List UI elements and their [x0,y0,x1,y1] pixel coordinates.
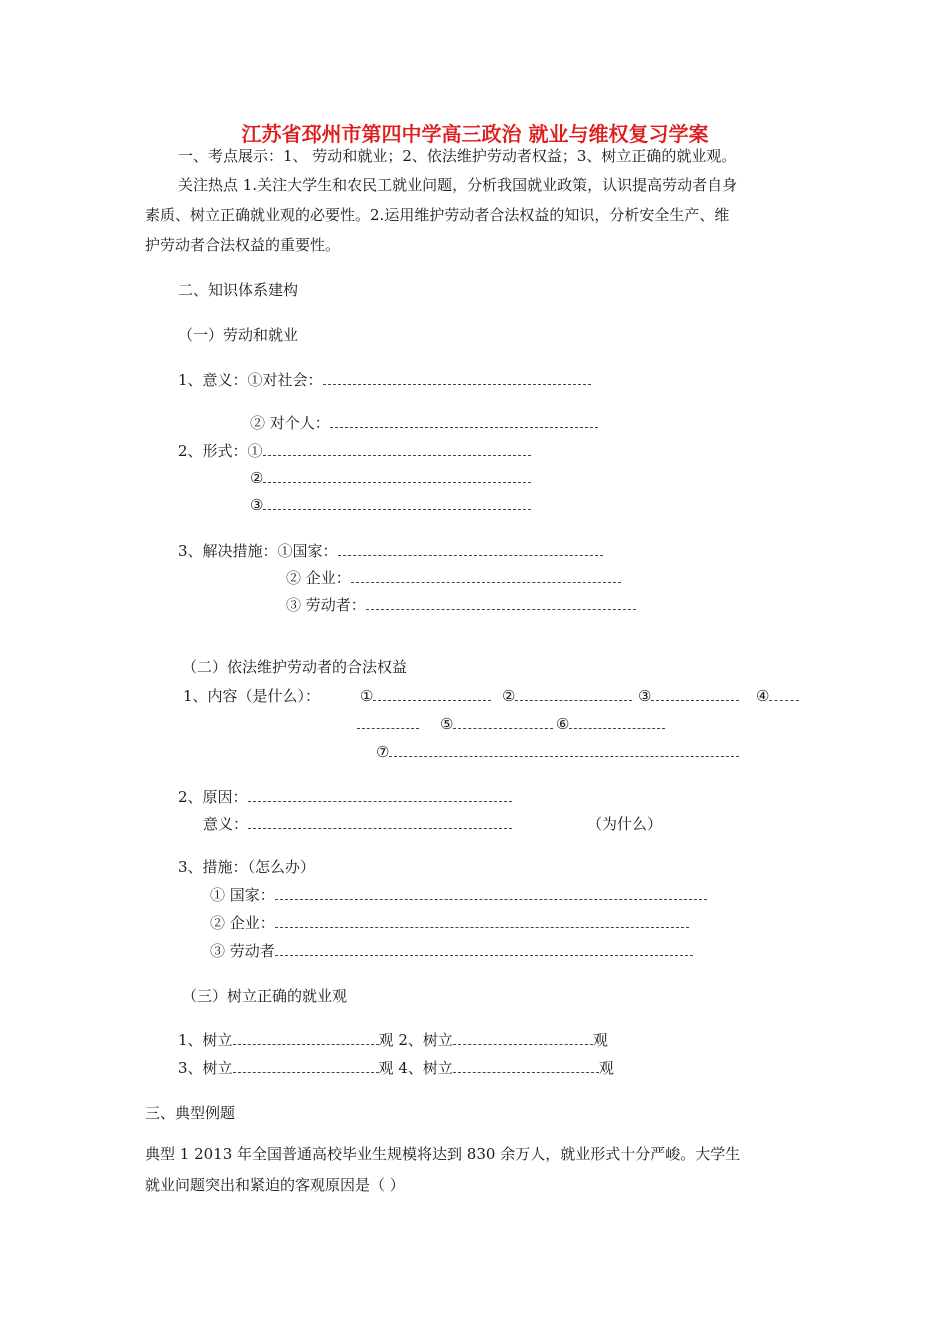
view-1-blank[interactable] [233,1032,379,1045]
section-knowledge-heading: 二、知识体系建构 [178,281,299,299]
forms-row-2 [250,468,531,488]
hotspot-line-2: 素质、树立正确就业观的必要性。2.运用维护劳动者合法权益的知识，分析安全生产、维 [145,206,730,224]
measures-state-row [178,541,603,561]
significance-row [203,814,512,834]
hotspot-line-1: 关注热点 1.关注大学生和农民工就业问题，分析我国就业政策，认识提高劳动者自身 [178,176,738,194]
content-5-blank[interactable] [453,716,553,729]
meaning-personal-row [250,413,598,433]
m-state-row [210,885,707,905]
m-enterprise-label: ② 企业： [210,914,275,932]
significance-label: 意义： [203,815,249,833]
content-item-4: ④ [756,686,799,706]
example-line-1: 典型 1 2013 年全国普通高校毕业生规模将达到 830 余万人，就业形式十分严峻。大学生 [145,1145,741,1163]
m-worker-row [210,941,693,961]
measures-enterprise-row [286,568,621,588]
part2-heading: （二）依法维护劳动者的合法权益 [182,658,408,676]
content-item-7: ⑦ [376,742,739,762]
form-3-label: ③ [250,496,264,514]
hotspot-line-3: 护劳动者合法权益的重要性。 [145,236,341,254]
section-examples-heading: 三、典型例题 [145,1104,236,1122]
measure-enterprise-label: ② 企业： [286,569,351,587]
m-enterprise-row [210,913,689,933]
measures-worker-row [286,595,636,615]
measure-worker-blank[interactable] [366,597,636,610]
m-worker-blank[interactable] [275,943,693,956]
content-4-blank-cont[interactable] [357,716,419,729]
measure-enterprise-blank[interactable] [351,570,621,583]
view-2-blank[interactable] [453,1032,593,1045]
content-3-blank[interactable] [651,688,739,701]
m-state-label: ① 国家： [210,886,275,904]
meaning-society-label: 1、意义：①对社会： [178,371,323,389]
content-4-blank[interactable] [769,688,799,701]
form-1-blank[interactable] [263,443,531,456]
page-title: 江苏省邳州市第四中学高三政治 就业与维权复习学案 [241,122,709,146]
exam-points-heading: 一、考点展示：1、 劳动和就业；2、依法维护劳动者权益；3、树立正确的就业观。 [178,147,737,165]
content-item-5: ⑤ [440,714,553,734]
m-state-blank[interactable] [275,887,707,900]
content-label: 1、内容（是什么）： [183,687,321,705]
reason-row [178,787,512,807]
part3-heading: （三）树立正确的就业观 [182,987,348,1005]
forms-row-1 [178,441,531,461]
content-7-blank[interactable] [389,744,739,757]
content-item-4-continued [357,714,419,734]
content-1-blank[interactable] [373,688,491,701]
view-row-2: 3、树立 观 4、树立 观 [178,1059,614,1077]
measure-worker-label: ③ 劳动者： [286,596,366,614]
content-6-blank[interactable] [569,716,665,729]
meaning-personal-blank[interactable] [330,415,598,428]
example-line-2: 就业问题突出和紧迫的客观原因是（ ） [145,1176,405,1194]
content-2-blank[interactable] [515,688,632,701]
meaning-society-row [178,370,591,390]
why-label: （为什么） [587,815,663,833]
content-item-6: ⑥ [556,714,665,734]
m-enterprise-blank[interactable] [275,915,689,928]
content-item-2: ② [502,686,632,706]
forms-label: 2、形式：① [178,442,263,460]
measures-how-label: 3、措施：（怎么办） [178,858,316,876]
view-4-blank[interactable] [453,1060,599,1073]
view-3-blank[interactable] [233,1060,379,1073]
content-item-3: ③ [638,686,739,706]
content-item-1: ① [360,686,491,706]
part1-heading: （一）劳动和就业 [178,326,299,344]
forms-row-3 [250,495,531,515]
significance-blank[interactable] [248,816,512,829]
form-3-blank[interactable] [263,497,531,510]
meaning-personal-label: ② 对个人： [250,414,330,432]
reason-label: 2、原因： [178,788,248,806]
reason-blank[interactable] [248,789,512,802]
measures-label: 3、解决措施：①国家： [178,542,338,560]
measure-state-blank[interactable] [338,543,603,556]
m-worker-label: ③ 劳动者 [210,942,275,960]
form-2-label: ② [250,469,264,487]
form-2-blank[interactable] [263,470,531,483]
meaning-society-blank[interactable] [323,372,591,385]
view-row-1: 1、树立 观 2、树立 观 [178,1031,608,1049]
